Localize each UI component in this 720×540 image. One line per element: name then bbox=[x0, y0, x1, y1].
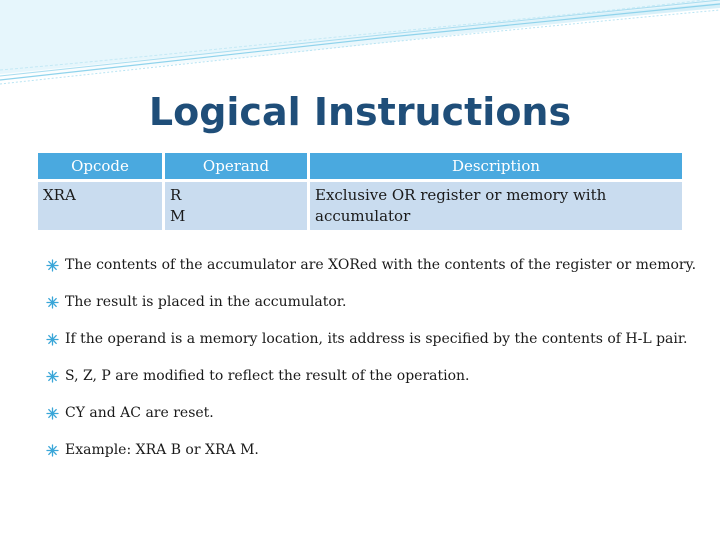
header-operand: Operand bbox=[165, 153, 307, 179]
sparkle-bullet-icon bbox=[44, 328, 62, 351]
cell-operand bbox=[165, 182, 307, 230]
bullet-item bbox=[44, 291, 696, 314]
cell-opcode: XRA bbox=[38, 182, 162, 230]
sparkle-bullet-icon bbox=[44, 291, 62, 314]
header-description: Description bbox=[310, 153, 682, 179]
sparkle-bullet-icon bbox=[44, 254, 62, 277]
bullet-text: The result is placed in the accumulator. bbox=[65, 294, 347, 310]
bullet-text: S, Z, P are modified to reflect the result of the operation. bbox=[65, 368, 470, 384]
cell-description: Exclusive OR register or memory with accumulator bbox=[310, 182, 682, 230]
table-row bbox=[38, 182, 682, 230]
bullet-text: CY and AC are reset. bbox=[65, 405, 214, 421]
bullet-item bbox=[44, 254, 696, 277]
sparkle-bullet-icon bbox=[44, 439, 62, 462]
bullet-item bbox=[44, 439, 696, 462]
sparkle-bullet-icon bbox=[44, 365, 62, 388]
operand-register: R bbox=[170, 186, 182, 204]
bullet-text: The contents of the accumulator are XORed with the contents of the register or memory. bbox=[65, 257, 697, 273]
table-header-row bbox=[38, 153, 682, 179]
bullet-text: If the operand is a memory location, its address is specified by the contents of H-L pair. bbox=[65, 331, 688, 347]
bullet-item bbox=[44, 328, 696, 351]
instruction-table bbox=[35, 150, 685, 233]
sparkle-bullet-icon bbox=[44, 402, 62, 425]
header-opcode: Opcode bbox=[38, 153, 162, 179]
bullet-text: Example: XRA B or XRA M. bbox=[65, 442, 259, 458]
bullet-list bbox=[44, 254, 696, 476]
operand-memory: M bbox=[170, 207, 186, 225]
header-wave-decoration bbox=[0, 0, 720, 95]
page-title: Logical Instructions bbox=[148, 90, 572, 134]
bullet-item bbox=[44, 402, 696, 425]
bullet-item bbox=[44, 365, 696, 388]
